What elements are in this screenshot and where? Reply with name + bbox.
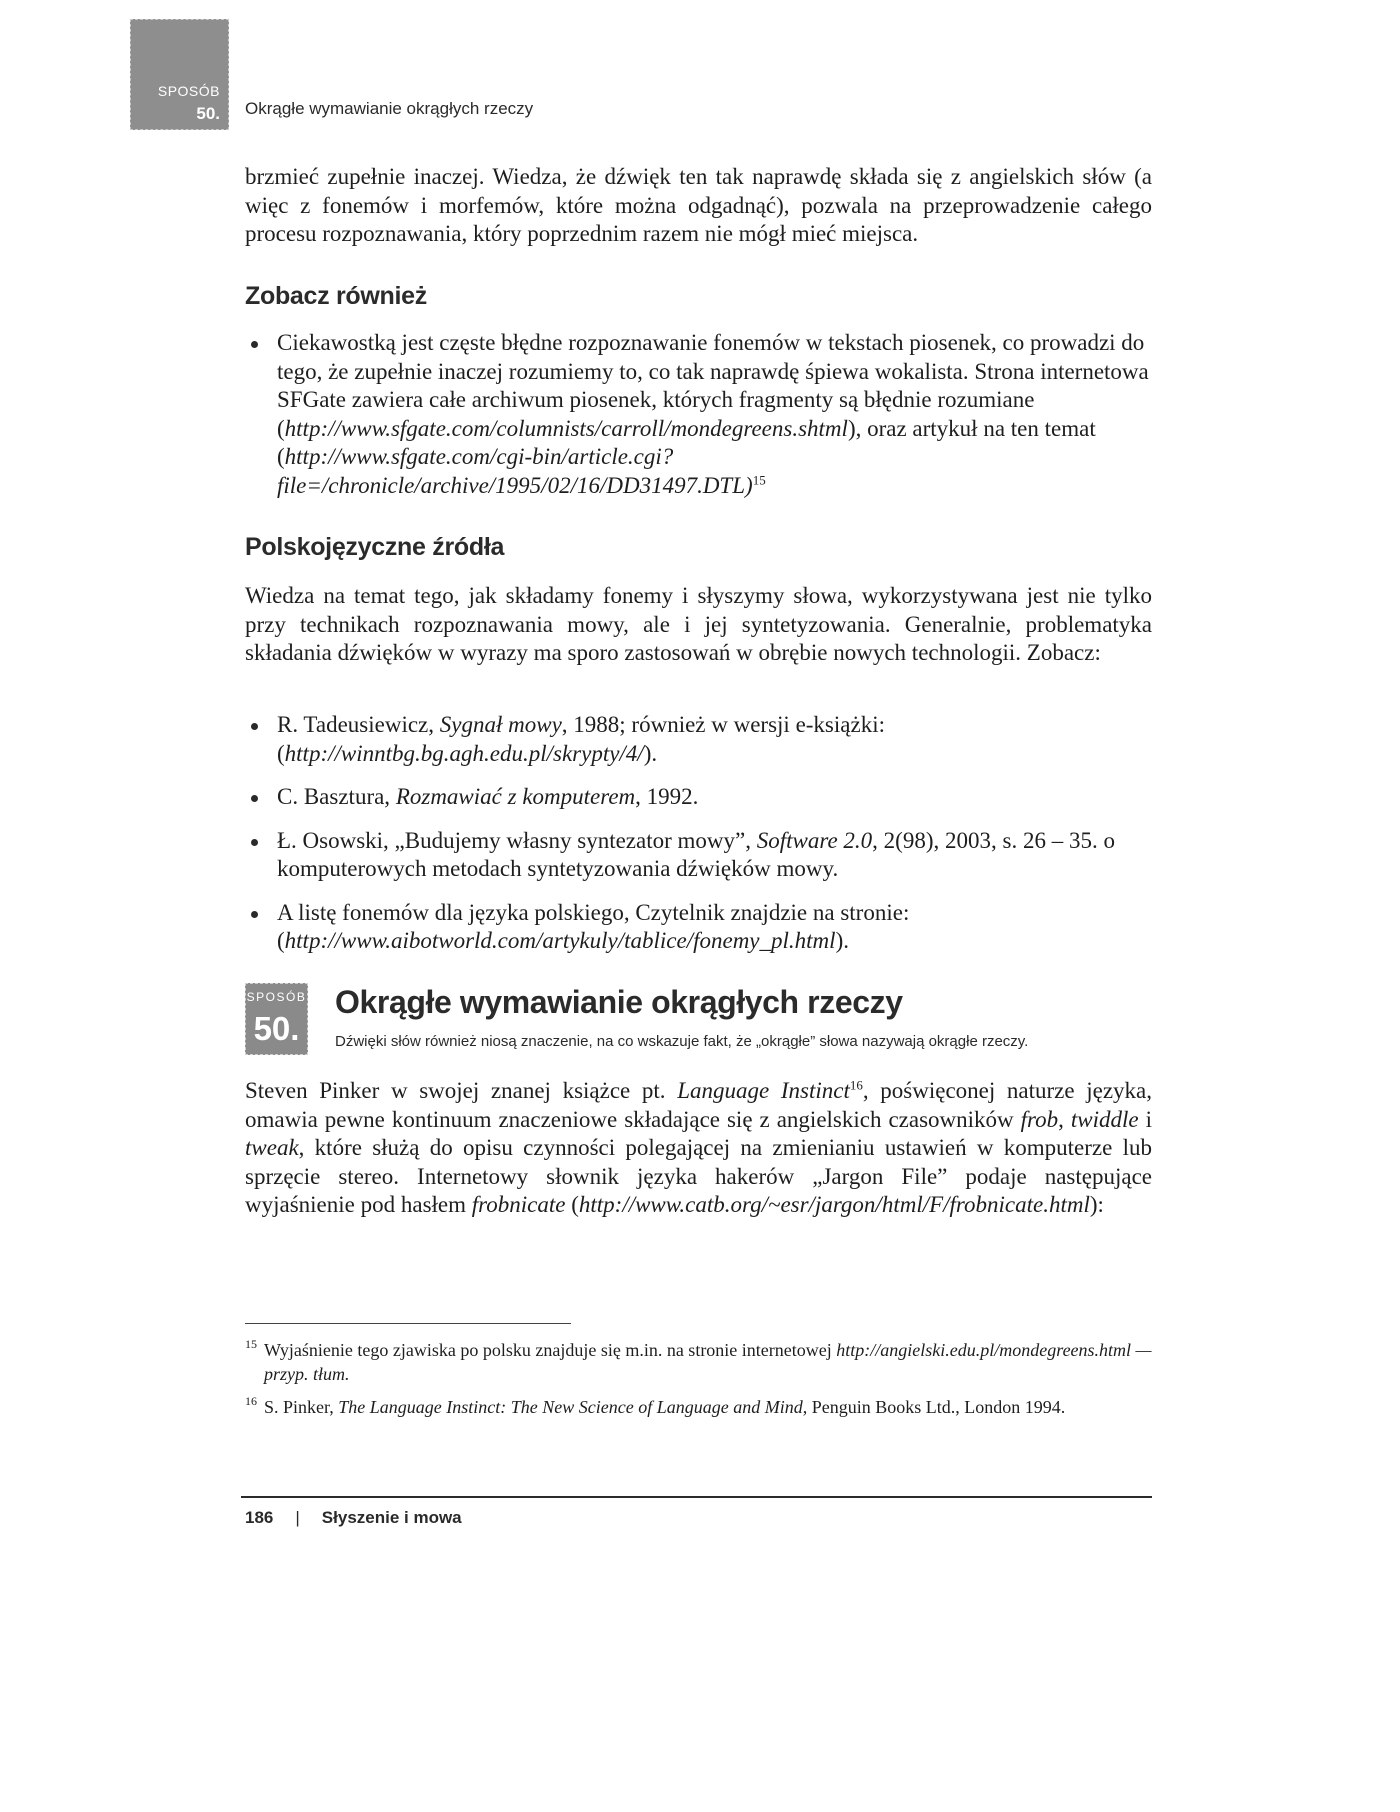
chapter-title: Słyszenie i mowa [321,1508,462,1527]
page-footer [245,1508,462,1528]
footer-separator: | [295,1508,300,1527]
list-item: Ł. Osowski, „Budujemy własny syntezator mowy”, Software 2.0, 2(98), 2003, s. 26 – 35. o komputerowych metodach syntetyzowania dźwięków mowy. [245,827,1152,884]
section-heading-see-also: Zobacz również [245,282,427,310]
link-aibotworld[interactable]: http://www.aibotworld.com/artykuly/tablice/fonemy_pl.html [284,928,836,953]
list-item: C. Basztura, Rozmawiać z komputerem, 1992. [245,783,1152,812]
bullet-icon [251,839,258,846]
bullet-icon [251,795,258,802]
hack-badge [245,983,308,1055]
link-winntbg[interactable]: http://winntbg.bg.agh.edu.pl/skrypty/4/ [284,740,644,766]
list-item: R. Tadeusiewicz, Sygnał mowy, 1988; również w wersji e-książki: (http://winntbg.bg.agh.edu.pl/skrypty/4/). [245,711,1152,768]
see-also-list [245,329,1152,500]
header-badge-number: 50. [196,104,220,123]
link-sfgate-article[interactable]: http://www.sfgate.com/cgi-bin/article.cgi?file=/chronicle/archive/1995/02/16/DD31497.DTL) [277,444,753,498]
intro-paragraph: brzmieć zupełnie inaczej. Wiedza, że dźwięk ten tak naprawdę składa się z angielskich słów (a więc z fonemów i morfemów, które można odgadnąć), pozwala na przeprowadzenie całego procesu rozpoznawania, który poprzednim razem nie mógł mieć miejsca. [245,164,1152,246]
polish-sources-list [245,711,1152,956]
header-hack-badge [130,19,229,130]
polish-sources-paragraph: Wiedza na temat tego, jak składamy fonemy i słyszymy słowa, wykorzystywana jest nie tylko przy technikach rozpoznawania mowy, ale i jej syntetyzowania. Generalnie, problematyka składania dźwięków w wyrazy ma sporo zastosowań w obrębie nowych technologii. Zobacz: [245,583,1152,665]
footnote-16: 16 S. Pinker, The Language Instinct: The New Science of Language and Mind, Penguin Books Ltd., London 1994. [245,1394,1066,1417]
list-item: A listę fonemów dla języka polskiego, Czytelnik znajdzie na stronie: (http://www.aibotworld.com/artykuly/tablice/fonemy_pl.html). [245,899,1152,956]
footer-rule [241,1496,1152,1498]
header-badge-label: SPOSÓB [157,83,220,99]
running-title: Okrągłe wymawianie okrągłych rzeczy [245,99,534,118]
link-sfgate-mondegreens[interactable]: http://www.sfgate.com/columnists/carroll/mondegreens.shtml [284,415,848,441]
footnote-divider [245,1323,571,1324]
bullet-icon [251,723,258,730]
bullet-icon [251,341,258,348]
hack-paragraph: Steven Pinker w swojej znanej książce pt. Language Instinct$^{16}$, poświęconej naturze języka, omawia pewne kontinuum znaczeniowe składające się z angielskich czasowników frob, twiddle i tweak, które służą do opisu czynności polegającej na zmienianiu ustawień w komputerze lub sprzęcie stereo. Internetowy słownik języka hakerów „Jargon File” podaje następujące wyjaśnienie pod hasłem frobnicate (http://www.catb.org/~esr/jargon/html/F/frobnicate.html): [245,1077,1153,1217]
section-heading-polish-sources: Polskojęzyczne źródła [245,533,505,561]
page-number: 186 [245,1508,274,1527]
footnote-ref-15[interactable]: 15 [752,471,766,487]
link-angielski[interactable]: http://angielski.edu.pl/mondegreens.html — przyp. tłum. [264,1340,1152,1384]
footnote-ref-16[interactable]: 16 [849,1077,863,1093]
bullet-icon [251,911,258,918]
list-item: Ciekawostką jest częste błędne rozpoznawanie fonemów w tekstach piosenek, co prowadzi do tego, że zupełnie inaczej rozumiemy to, co tak naprawdę śpiewa wokalista. Strona internetowa SFGate zawiera całe archiwum piosenek, których fragmenty są błędnie rozumiane (http://www.sfgate.com/columnists/carroll/mondegreens.shtml), oraz artykuł na ten temat (http://www.sfgate.com/cgi-bin/article.cgi?file=/chronicle/archive/1995/02/16/DD31497.DTL)$^{15}$ [245,329,1152,500]
hack-title: Okrągłe wymawianie okrągłych rzeczy [335,984,903,1020]
hack-badge-label: SPOSÓB [246,990,307,1004]
hack-subtitle: Dźwięki słów również niosą znaczenie, na co wskazuje fakt, że „okrągłe” słowa nazywają okrągłe rzeczy. [335,1033,1029,1050]
link-jargon-file[interactable]: http://www.catb.org/~esr/jargon/html/F/frobnicate.html [578,1192,1090,1217]
hack-badge-number: 50. [253,1010,300,1047]
footnote-15: 15 Wyjaśnienie tego zjawiska po polsku znajduje się m.in. na stronie internetowej http://angielski.edu.pl/mondegreens.html — przyp. tłum. [245,1337,1152,1384]
